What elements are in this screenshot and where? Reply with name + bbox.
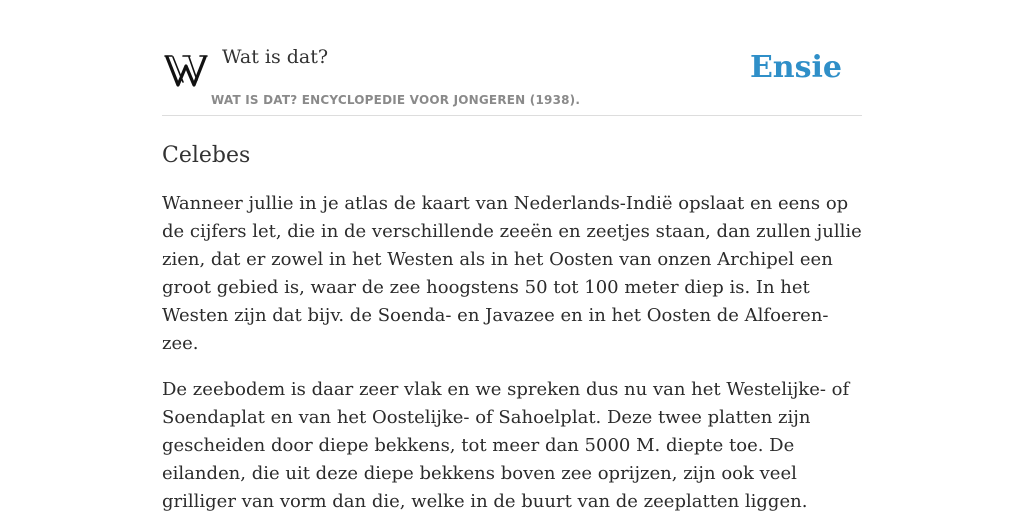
- article-title: Celebes: [162, 143, 251, 168]
- article-paragraph: Wanneer jullie in je atlas de kaart van Nederlands-Indië opslaat en eens op de cijfers let, die in de verschillende zeeën en zeetjes staan, dan zullen jullie zien, dat er zowel in het Westen als in het Oosten van onzen Archipel een groot gebied is, waar de zee hoogstens 50 tot 100 meter diep is. In het Westen zijn dat bijv. de Soenda- en Javazee en in het Oosten de Alfoeren-zee.: [162, 193, 862, 354]
- brand-logo-link[interactable]: Ensie: [749, 50, 842, 85]
- header: [162, 0, 862, 116]
- book-title[interactable]: Wat is dat?: [222, 46, 329, 68]
- book-subtitle: WAT IS DAT? ENCYCLOPEDIE VOOR JONGEREN (1938).: [211, 93, 581, 107]
- article-paragraph: De zeebodem is daar zeer vlak en we spreken dus nu van het Westelijke- of Soendaplat en van het Oostelijke- of Sahoelplat. Deze twee platten zijn gescheiden door diepe bekkens, tot meer dan 5000 M. diepte toe. De eilanden, die uit deze diepe bekkens boven zee oprijzen, zijn ook veel grilliger van vorm dan die, welke in de buurt van de zeeplatten liggen.: [162, 379, 850, 512]
- page: [162, 0, 862, 516]
- wikipedia-w-icon: [164, 50, 208, 90]
